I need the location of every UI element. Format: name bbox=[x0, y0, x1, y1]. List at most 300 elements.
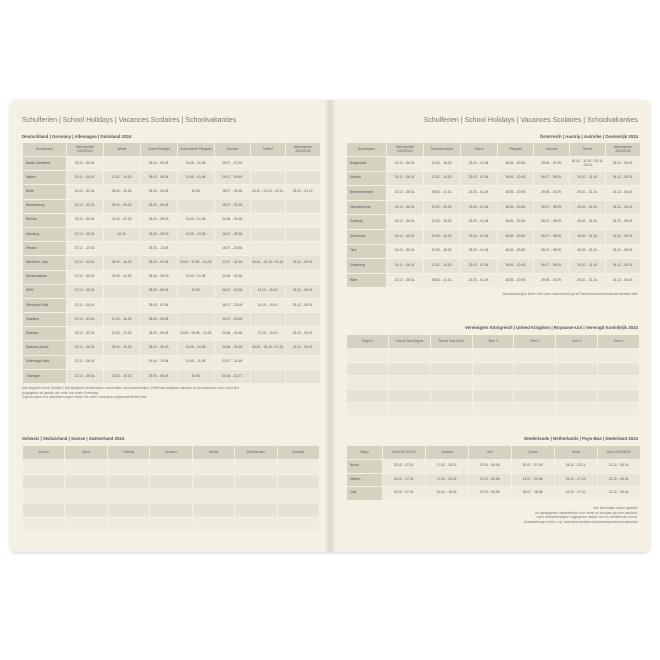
column-header: School Year Begins bbox=[388, 335, 430, 349]
empty-cell[interactable] bbox=[598, 362, 640, 376]
date-cell: 21.12. - 03.01. bbox=[67, 313, 104, 327]
column-header: Bundesland bbox=[347, 143, 387, 157]
column-header: Term 1 bbox=[472, 335, 514, 349]
date-cell bbox=[251, 213, 286, 227]
empty-cell[interactable] bbox=[192, 503, 234, 518]
date-cell: 26.10. - 31.10. bbox=[570, 186, 606, 201]
date-cell: 06.07. - 08.09. bbox=[534, 244, 570, 259]
region-cell: Berlin bbox=[23, 185, 67, 199]
empty-cell[interactable] bbox=[192, 460, 234, 475]
netherlands-note: Alle informatie zonder garantie bbox=[593, 506, 638, 510]
date-cell: 10.05. - 11.05. bbox=[178, 355, 215, 369]
date-cell: 23.03. - 01.04. bbox=[461, 229, 498, 244]
column-header: Kerst 2023/2024 bbox=[383, 446, 426, 460]
date-cell: 24.12. - 06.01. bbox=[387, 186, 424, 201]
date-cell: 19.10. - 27.10. bbox=[555, 473, 598, 487]
date-cell: 24.12. - 06.01. bbox=[387, 200, 424, 215]
empty-cell[interactable] bbox=[235, 518, 277, 533]
empty-cell[interactable] bbox=[150, 503, 192, 518]
empty-cell[interactable] bbox=[556, 362, 598, 376]
table-row bbox=[347, 403, 640, 417]
table-row bbox=[23, 369, 321, 383]
date-cell: 25.03. - 05.04. bbox=[141, 313, 178, 327]
date-cell: 23.03. - 01.04. bbox=[461, 273, 498, 288]
date-cell: 24.12. - 06.01. bbox=[606, 229, 641, 244]
date-cell: 22.12. - 05.01. bbox=[67, 369, 104, 383]
empty-cell[interactable] bbox=[192, 474, 234, 489]
table-row bbox=[23, 157, 321, 171]
austria-note: Aktualisierungen finden Sie unter: www.bmbwf.gv.at/Themen/schule/schulpraxis/termine.html bbox=[502, 292, 638, 296]
date-cell: 24.12. - 06.01. bbox=[606, 171, 641, 186]
column-header: Sommer bbox=[150, 446, 192, 460]
date-cell: 19.10. - 27.10. bbox=[555, 487, 598, 501]
germany-holiday-table bbox=[22, 142, 321, 384]
date-cell: 05.02. - 11.02. bbox=[424, 273, 461, 288]
date-cell bbox=[251, 242, 286, 256]
empty-cell[interactable] bbox=[514, 349, 556, 363]
region-cell: Zuid bbox=[347, 487, 383, 501]
column-header: Bundesland bbox=[23, 143, 67, 157]
empty-cell[interactable] bbox=[430, 376, 472, 390]
region-cell: Mecklenb.-Vorp. bbox=[23, 256, 67, 270]
empty-cell[interactable] bbox=[192, 518, 234, 533]
date-cell: 27.04. - 05.05. bbox=[469, 487, 512, 501]
date-cell: 21.12. - 05.01. bbox=[67, 284, 104, 298]
date-cell: 17.02. - 25.02. bbox=[426, 460, 469, 474]
date-cell: 21.12. - 05.01. bbox=[598, 487, 641, 501]
date-cell: 06.07. - 08.09. bbox=[534, 215, 570, 230]
date-cell: 17.02. - 25.02. bbox=[426, 473, 469, 487]
date-cell: 25.03. - 03.04. bbox=[141, 256, 178, 270]
empty-cell[interactable] bbox=[347, 349, 389, 363]
date-cell: - bbox=[104, 355, 141, 369]
date-cell: 10.05. / 21.05. bbox=[178, 270, 215, 284]
empty-cell[interactable] bbox=[388, 349, 430, 363]
empty-cell[interactable] bbox=[277, 474, 319, 489]
date-cell: 18.05. - 20.05. bbox=[498, 157, 534, 172]
date-cell: 25.03. - 06.04. bbox=[141, 284, 178, 298]
date-cell: 20.06. - 02.08. bbox=[215, 327, 251, 341]
empty-cell[interactable] bbox=[277, 503, 319, 518]
date-cell: 21.05. bbox=[178, 284, 215, 298]
table-row bbox=[347, 376, 640, 390]
date-cell: 26.10. - 31.10. bbox=[570, 244, 606, 259]
empty-cell[interactable] bbox=[277, 518, 319, 533]
empty-cell[interactable] bbox=[388, 362, 430, 376]
empty-cell[interactable] bbox=[107, 489, 149, 504]
right-page bbox=[330, 100, 650, 552]
date-cell: 25.03. - 02.04. bbox=[141, 298, 178, 312]
date-cell: 23.03. - 01.04. bbox=[461, 215, 498, 230]
empty-cell[interactable] bbox=[514, 389, 556, 403]
date-cell: 18.07. - 30.08. bbox=[215, 185, 251, 199]
date-cell: 24.12. - 06.01. bbox=[387, 259, 424, 274]
table-row bbox=[347, 349, 640, 363]
region-cell: Wien bbox=[347, 273, 387, 288]
empty-cell[interactable] bbox=[235, 460, 277, 475]
date-cell bbox=[286, 157, 321, 171]
empty-cell[interactable] bbox=[430, 403, 472, 417]
germany-note: Alle Angaben ohne Gewähr | Nachträgliche Änderungen vorbehalten und unverbindlich | Fehlende Angaben standen zu Druckschluss noch nicht fest bbox=[22, 386, 239, 390]
empty-cell[interactable] bbox=[192, 489, 234, 504]
date-cell: 26.10. - 31.10. bbox=[570, 259, 606, 274]
column-header: Weihnachten 2024/2025 bbox=[286, 143, 321, 157]
date-cell: 24.12. - 06.01. bbox=[606, 244, 641, 259]
date-cell: 24.12. - 06.01. bbox=[606, 273, 641, 288]
column-header: Herbst bbox=[570, 143, 606, 157]
column-header: Pfingsten bbox=[498, 143, 534, 157]
date-cell: 23.12. - 07.01. bbox=[383, 487, 426, 501]
date-cell: 24.12. - 06.01. bbox=[606, 215, 641, 230]
date-cell: 23.12. - 08.01. bbox=[286, 298, 321, 312]
date-cell bbox=[286, 171, 321, 185]
empty-cell[interactable] bbox=[556, 376, 598, 390]
empty-cell[interactable] bbox=[23, 460, 65, 475]
empty-cell[interactable] bbox=[23, 503, 65, 518]
date-cell: 29.06. - 01.09. bbox=[534, 157, 570, 172]
empty-cell[interactable] bbox=[235, 503, 277, 518]
date-cell: 24.12. - 06.01. bbox=[387, 171, 424, 186]
date-cell: 24.12. - 06.01. bbox=[387, 229, 424, 244]
date-cell: 25.03. - 30.03. bbox=[141, 341, 178, 355]
empty-cell[interactable] bbox=[472, 362, 514, 376]
column-header: Region bbox=[347, 335, 389, 349]
date-cell: 20.06. - 31.07. bbox=[215, 369, 251, 383]
date-cell: 27.12. - 05.01. bbox=[67, 270, 104, 284]
date-cell bbox=[251, 171, 286, 185]
table-row bbox=[23, 270, 321, 284]
empty-cell[interactable] bbox=[388, 403, 430, 417]
date-cell: 18.05. - 20.05. bbox=[498, 259, 534, 274]
date-cell: 21.05. - 24.05. bbox=[178, 341, 215, 355]
date-cell: 13.07. - 25.08. bbox=[512, 473, 555, 487]
empty-cell[interactable] bbox=[107, 474, 149, 489]
table-row bbox=[23, 171, 321, 185]
date-cell: 23.12. - 31.12. bbox=[286, 185, 321, 199]
date-cell: 24.06. - 02.08. bbox=[215, 341, 251, 355]
date-cell: 18.07. - 28.08. bbox=[215, 227, 251, 241]
date-cell: 15.07. - 23.08. bbox=[215, 298, 251, 312]
empty-cell[interactable] bbox=[472, 403, 514, 417]
date-cell: 22.12. - 02.01. bbox=[67, 185, 104, 199]
table-row bbox=[23, 313, 321, 327]
date-cell: 23.03. - 01.04. bbox=[461, 200, 498, 215]
date-cell: 22.07. - 31.08. bbox=[215, 256, 251, 270]
empty-cell[interactable] bbox=[472, 389, 514, 403]
date-cell: 05.02. - 16.02. bbox=[104, 256, 141, 270]
date-cell: 07.10. - 19.10. bbox=[251, 327, 286, 341]
table-row bbox=[347, 200, 641, 215]
date-cell: 12.02. - 18.02. bbox=[424, 157, 461, 172]
date-cell: 26.10. - 03.11. bbox=[555, 460, 598, 474]
region-cell: Sachsen-Anhalt bbox=[23, 341, 67, 355]
empty-cell[interactable] bbox=[347, 403, 389, 417]
region-cell: Brandenburg bbox=[23, 199, 67, 213]
empty-cell[interactable] bbox=[235, 474, 277, 489]
column-header: Term 2 bbox=[514, 335, 556, 349]
date-cell: 06.07. - 18.08. bbox=[512, 487, 555, 501]
empty-cell[interactable] bbox=[65, 460, 107, 475]
date-cell: - bbox=[104, 157, 141, 171]
date-cell: 28.03. - 05.04. bbox=[141, 327, 178, 341]
column-header: Voorjaar bbox=[426, 446, 469, 460]
column-header: Herfst bbox=[555, 446, 598, 460]
table-row bbox=[23, 355, 321, 369]
empty-cell[interactable] bbox=[347, 389, 389, 403]
column-header: Sonstige bbox=[277, 446, 319, 460]
empty-cell[interactable] bbox=[107, 518, 149, 533]
empty-cell[interactable] bbox=[107, 460, 149, 475]
date-cell: 24.06. - 02.08. bbox=[215, 270, 251, 284]
empty-cell[interactable] bbox=[23, 489, 65, 504]
table-row bbox=[23, 327, 321, 341]
column-header: Term 3 bbox=[556, 335, 598, 349]
date-cell: 18.07. - 31.08. bbox=[215, 199, 251, 213]
empty-cell[interactable] bbox=[23, 518, 65, 533]
date-cell: 14.10. - 26.10. bbox=[251, 284, 286, 298]
uk-title: Vereinigtes Königreich | United Kingdom | Royaume-Uni | Verenigd Koninkrijk 2024 bbox=[464, 325, 638, 330]
date-cell: 21.12. - 05.01. bbox=[598, 473, 641, 487]
date-cell: 04.10. - 25.10. / 01.11. bbox=[251, 341, 286, 355]
region-cell: Hamburg bbox=[23, 227, 67, 241]
date-cell: 08.07. - 20.08. bbox=[215, 284, 251, 298]
empty-cell[interactable] bbox=[65, 474, 107, 489]
table-row bbox=[23, 199, 321, 213]
empty-cell[interactable] bbox=[150, 460, 192, 475]
date-cell: 24.12. - 06.01. bbox=[387, 244, 424, 259]
netherlands-title: Niederlande | Netherlands | Pays-Bas | Nederland 2024 bbox=[524, 436, 638, 441]
column-header: Regio bbox=[347, 446, 383, 460]
date-cell: 18.05. - 20.05. bbox=[498, 215, 534, 230]
date-cell: 29.07. - 09.09. bbox=[215, 171, 251, 185]
table-row bbox=[347, 487, 641, 501]
date-cell: 12.02. - 23.02. bbox=[104, 327, 141, 341]
date-cell: 18.05. - 20.05. bbox=[498, 171, 534, 186]
column-header: Ostern/Frühjahr bbox=[141, 143, 178, 157]
table-row bbox=[23, 256, 321, 270]
date-cell: 10.05. bbox=[178, 369, 215, 383]
region-cell: Tirol bbox=[347, 244, 387, 259]
switzerland-title: Schweiz | Switzerland | Suisse | Zwitserland 2024 bbox=[22, 436, 125, 441]
empty-cell[interactable] bbox=[598, 349, 640, 363]
date-cell bbox=[178, 313, 215, 327]
table-row bbox=[347, 259, 641, 274]
date-cell: 18.03. - 28.03. bbox=[141, 213, 178, 227]
region-cell: Steiermark bbox=[347, 229, 387, 244]
date-cell: 18.05. - 20.05. bbox=[498, 273, 534, 288]
date-cell: 27.12. - 05.01. bbox=[67, 298, 104, 312]
date-cell: - bbox=[104, 242, 141, 256]
date-cell: 24.12. - 06.01. bbox=[606, 157, 641, 172]
date-cell: 24.12. - 06.01. bbox=[387, 273, 424, 288]
date-cell bbox=[286, 355, 321, 369]
table-row bbox=[23, 284, 321, 298]
date-cell bbox=[178, 242, 215, 256]
empty-cell[interactable] bbox=[598, 403, 640, 417]
table-row bbox=[23, 460, 320, 475]
date-cell: 23.12. - 07.01. bbox=[383, 473, 426, 487]
empty-cell[interactable] bbox=[65, 489, 107, 504]
date-cell: 12.02. - 16.02. bbox=[104, 171, 141, 185]
table-row bbox=[23, 518, 320, 533]
date-cell bbox=[251, 355, 286, 369]
date-cell: 15.07. - 23.08. bbox=[215, 313, 251, 327]
germany-title: Deutschland | Germany | Allemagne | Duitsland 2024 bbox=[22, 134, 132, 139]
date-cell: 21.05. - 01.06. bbox=[178, 171, 215, 185]
empty-cell[interactable] bbox=[107, 503, 149, 518]
empty-cell[interactable] bbox=[556, 389, 598, 403]
date-cell: 19.02. - 25.02. bbox=[424, 200, 461, 215]
date-cell: 05.02. - 10.02. bbox=[104, 341, 141, 355]
date-cell bbox=[251, 369, 286, 383]
empty-cell[interactable] bbox=[430, 349, 472, 363]
column-header: Sommer bbox=[215, 143, 251, 157]
date-cell: 01.02. - 02.02. bbox=[104, 270, 141, 284]
table-row bbox=[23, 489, 320, 504]
netherlands-holiday-table bbox=[346, 445, 641, 501]
date-cell: 26.10. - 31.10. bbox=[570, 200, 606, 215]
empty-cell[interactable] bbox=[235, 489, 277, 504]
region-cell: NRW bbox=[23, 284, 67, 298]
region-cell: Hessen bbox=[23, 242, 67, 256]
date-cell: 26.10. - 31.10. / 02.11. - 03.11. bbox=[570, 157, 606, 172]
region-cell: Baden-Württemb. bbox=[23, 157, 67, 171]
empty-cell[interactable] bbox=[556, 349, 598, 363]
empty-cell[interactable] bbox=[347, 362, 389, 376]
date-cell: - bbox=[104, 284, 141, 298]
empty-cell[interactable] bbox=[65, 518, 107, 533]
date-cell bbox=[286, 213, 321, 227]
empty-cell[interactable] bbox=[150, 474, 192, 489]
empty-cell[interactable] bbox=[472, 376, 514, 390]
column-header: Mei bbox=[469, 446, 512, 460]
left-page bbox=[10, 100, 330, 552]
date-cell: 27.12. - 06.01. bbox=[67, 355, 104, 369]
planner-spread bbox=[10, 100, 650, 552]
date-cell: 23.12. - 07.01. bbox=[383, 460, 426, 474]
netherlands-note: De aangegeven vakantiedata voor herfst en voorjaar zijn een verplicht, bbox=[534, 510, 638, 515]
date-cell: 06.07. - 08.09. bbox=[534, 171, 570, 186]
column-header: Himmelfahrt/ Pfingsten bbox=[178, 143, 215, 157]
table-row bbox=[347, 186, 641, 201]
date-cell: 23.03. - 01.04. bbox=[461, 157, 498, 172]
column-header: Sport bbox=[65, 446, 107, 460]
empty-cell[interactable] bbox=[514, 376, 556, 390]
date-cell: 18.03. - 28.03. bbox=[141, 270, 178, 284]
date-cell: 06.07. - 08.09. bbox=[534, 200, 570, 215]
date-cell: 24.06. - 02.08. bbox=[215, 213, 251, 227]
date-cell: 06.07. - 08.09. bbox=[534, 229, 570, 244]
region-cell: Bremen bbox=[23, 213, 67, 227]
column-header: Herbst bbox=[251, 143, 286, 157]
date-cell: 24.12. - 06.01. bbox=[387, 157, 424, 172]
region-cell: Oberösterreich bbox=[347, 200, 387, 215]
region-cell: Salzburg bbox=[347, 215, 387, 230]
column-header: Sommer bbox=[534, 143, 570, 157]
date-cell: 26.10. - 31.10. bbox=[570, 229, 606, 244]
column-header: Zomer bbox=[512, 446, 555, 460]
date-cell: - bbox=[104, 298, 141, 312]
date-cell: 21.05. - 31.05. bbox=[178, 157, 215, 171]
date-cell: 24.12. - 06.01. bbox=[606, 200, 641, 215]
empty-cell[interactable] bbox=[65, 503, 107, 518]
table-row bbox=[347, 244, 641, 259]
page-header-right: Schulferien | School Holidays | Vacances Scolaires | Schoolvakanties bbox=[423, 117, 638, 124]
date-cell: 23.03. - 01.04. bbox=[461, 186, 498, 201]
date-cell: 21.12. - 03.01. bbox=[67, 256, 104, 270]
empty-cell[interactable] bbox=[150, 489, 192, 504]
column-header: School Year Ends bbox=[430, 335, 472, 349]
region-cell: Midden bbox=[347, 473, 383, 487]
table-row bbox=[347, 273, 641, 288]
date-cell: 18.03. - 28.03. bbox=[141, 227, 178, 241]
date-cell: 18.05. - 20.05. bbox=[498, 229, 534, 244]
table-row bbox=[23, 298, 321, 312]
column-header: Kanton bbox=[23, 446, 65, 460]
netherlands-note: vrij te adviserend/geen vrijgegeven datum voor de betreffende school. bbox=[536, 515, 638, 520]
region-cell: Rheinland-Pfalz bbox=[23, 298, 67, 312]
empty-cell[interactable] bbox=[388, 376, 430, 390]
empty-cell[interactable] bbox=[556, 403, 598, 417]
column-header: Herbst bbox=[192, 446, 234, 460]
region-cell: Saarland bbox=[23, 313, 67, 327]
date-cell bbox=[286, 313, 321, 327]
date-cell bbox=[286, 242, 321, 256]
date-cell: 12.02. - 18.02. bbox=[424, 244, 461, 259]
date-cell: 25.03. - 05.04. bbox=[141, 369, 178, 383]
date-cell bbox=[286, 227, 321, 241]
date-cell: 25.03. - 06.04. bbox=[141, 171, 178, 185]
date-cell: 05.02. - 11.02. bbox=[424, 186, 461, 201]
empty-cell[interactable] bbox=[430, 389, 472, 403]
date-cell: 04.10. - 21.10. / 02.11. bbox=[251, 256, 286, 270]
column-header: Frühling bbox=[107, 446, 149, 460]
date-cell bbox=[286, 199, 321, 213]
empty-cell[interactable] bbox=[23, 474, 65, 489]
empty-cell[interactable] bbox=[277, 460, 319, 475]
empty-cell[interactable] bbox=[347, 376, 389, 390]
date-cell: 10.05. - 24.05. bbox=[178, 227, 215, 241]
empty-cell[interactable] bbox=[277, 489, 319, 504]
table-row bbox=[347, 157, 641, 172]
date-cell bbox=[251, 227, 286, 241]
date-cell: 29.06. - 01.09. bbox=[534, 273, 570, 288]
empty-cell[interactable] bbox=[388, 389, 430, 403]
date-cell: 26.10. - 31.10. bbox=[570, 215, 606, 230]
region-cell: Niedersachsen bbox=[23, 270, 67, 284]
date-cell: 23.12. - 05.01. bbox=[67, 171, 104, 185]
empty-cell[interactable] bbox=[150, 518, 192, 533]
date-cell: 19.02. - 25.02. bbox=[424, 229, 461, 244]
date-cell bbox=[251, 313, 286, 327]
date-cell: 18.05. - 20.05. bbox=[498, 200, 534, 215]
austria-holiday-table bbox=[346, 142, 641, 288]
date-cell: 10.05. bbox=[178, 185, 215, 199]
empty-cell[interactable] bbox=[598, 376, 640, 390]
empty-cell[interactable] bbox=[514, 362, 556, 376]
table-row bbox=[23, 227, 321, 241]
empty-cell[interactable] bbox=[430, 362, 472, 376]
empty-cell[interactable] bbox=[514, 403, 556, 417]
empty-cell[interactable] bbox=[598, 389, 640, 403]
date-cell: 27.12. - 13.01. bbox=[67, 242, 104, 256]
date-cell: 26.10. - 31.10. bbox=[570, 273, 606, 288]
region-cell: Bayern bbox=[23, 171, 67, 185]
date-cell: 20.07. - 01.09. bbox=[512, 460, 555, 474]
germany-note: Ergänzungen und Aktualisierungen finden Sie unter: www.kmk.org/service/ferien.html bbox=[22, 395, 147, 400]
region-cell: Kärnten bbox=[347, 171, 387, 186]
empty-cell[interactable] bbox=[472, 349, 514, 363]
